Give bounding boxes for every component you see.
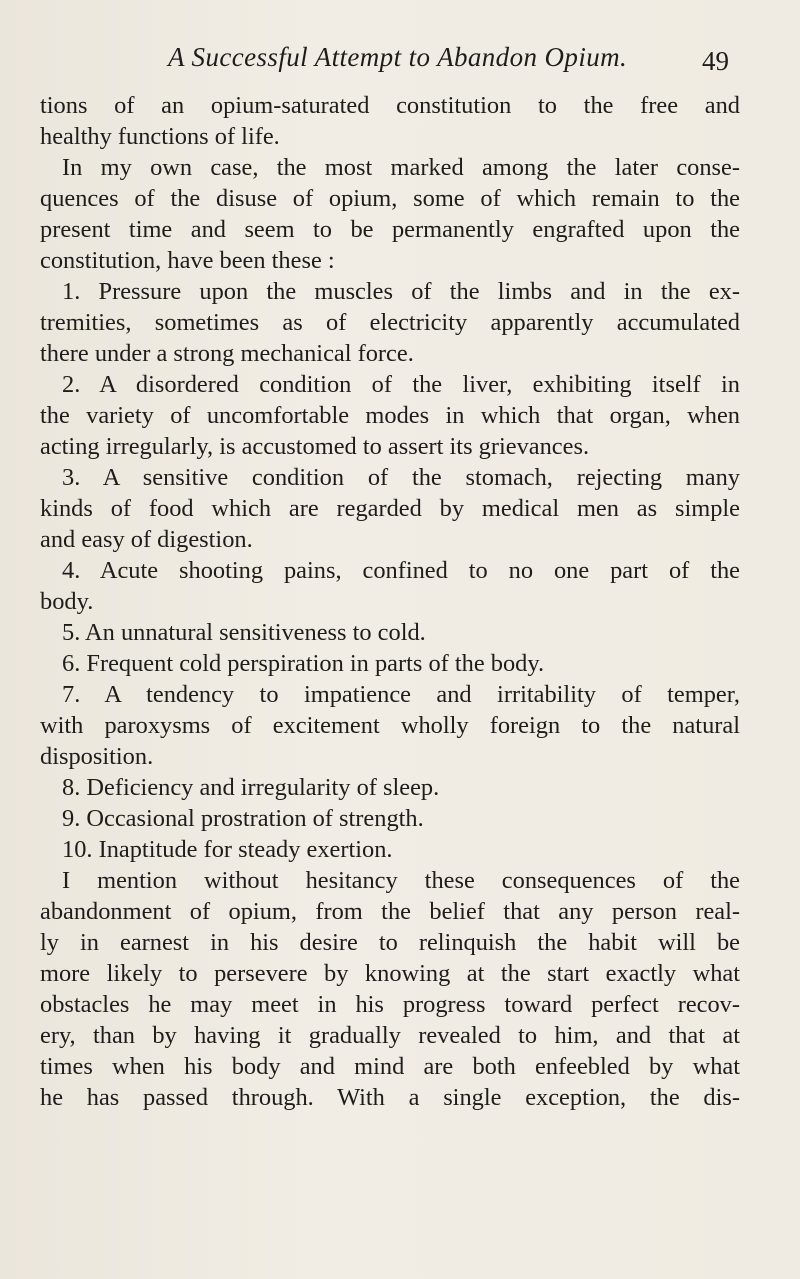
text-line: obstacles he may meet in his progress toward perfect recov- bbox=[40, 991, 740, 1018]
text-line: abandonment of opium, from the belief that any person real- bbox=[40, 898, 740, 925]
body-text bbox=[40, 90, 740, 1113]
text-line: tremities, sometimes as of electricity apparently accumulated bbox=[40, 309, 740, 336]
text-line: 9. Occasional prostration of strength. bbox=[62, 805, 424, 832]
text-line: 3. A sensitive condition of the stomach, rejecting many bbox=[62, 464, 740, 491]
page-number: 49 bbox=[702, 46, 729, 76]
text-line: tions of an opium-saturated constitution to the free and bbox=[40, 92, 740, 119]
text-line: 6. Frequent cold perspiration in parts of the body. bbox=[62, 650, 545, 677]
running-head bbox=[0, 42, 800, 82]
text-line: ery, than by having it gradually revealed to him, and that at bbox=[40, 1022, 740, 1049]
text-line: 8. Deficiency and irregularity of sleep. bbox=[62, 774, 440, 801]
text-line: 1. Pressure upon the muscles of the limbs and in the ex- bbox=[62, 278, 740, 305]
text-line: constitution, have been these : bbox=[40, 247, 335, 274]
text-line: acting irregularly, is accustomed to assert its grievances. bbox=[40, 433, 590, 460]
text-line: and easy of digestion. bbox=[40, 526, 253, 553]
text-line: times when his body and mind are both enfeebled by what bbox=[40, 1053, 740, 1080]
text-line: body. bbox=[40, 588, 94, 615]
text-line: 2. A disordered condition of the liver, exhibiting itself in bbox=[62, 371, 740, 398]
text-line: 7. A tendency to impatience and irritability of temper, bbox=[62, 681, 740, 708]
text-line: 10. Inaptitude for steady exertion. bbox=[62, 836, 393, 863]
text-line: I mention without hesitancy these consequences of the bbox=[62, 867, 740, 894]
text-line: 4. Acute shooting pains, confined to no one part of the bbox=[62, 557, 740, 584]
text-line: the variety of uncomfortable modes in which that organ, when bbox=[40, 402, 740, 429]
text-line: kinds of food which are regarded by medical men as simple bbox=[40, 495, 740, 522]
text-line: In my own case, the most marked among the later conse- bbox=[62, 154, 740, 181]
text-line: more likely to persevere by knowing at the start exactly what bbox=[40, 960, 740, 987]
text-line: he has passed through. With a single exception, the dis- bbox=[40, 1084, 740, 1111]
text-line: disposition. bbox=[40, 743, 154, 770]
text-line: with paroxysms of excitement wholly foreign to the natural bbox=[40, 712, 740, 739]
text-line: healthy functions of life. bbox=[40, 123, 280, 150]
text-line: there under a strong mechanical force. bbox=[40, 340, 414, 367]
text-line: quences of the disuse of opium, some of which remain to the bbox=[40, 185, 740, 212]
text-line: ly in earnest in his desire to relinquish the habit will be bbox=[40, 929, 740, 956]
running-title: A Successful Attempt to Abandon Opium. bbox=[168, 42, 628, 72]
text-line: 5. An unnatural sensitiveness to cold. bbox=[62, 619, 426, 646]
text-line: present time and seem to be permanently engrafted upon the bbox=[40, 216, 740, 243]
